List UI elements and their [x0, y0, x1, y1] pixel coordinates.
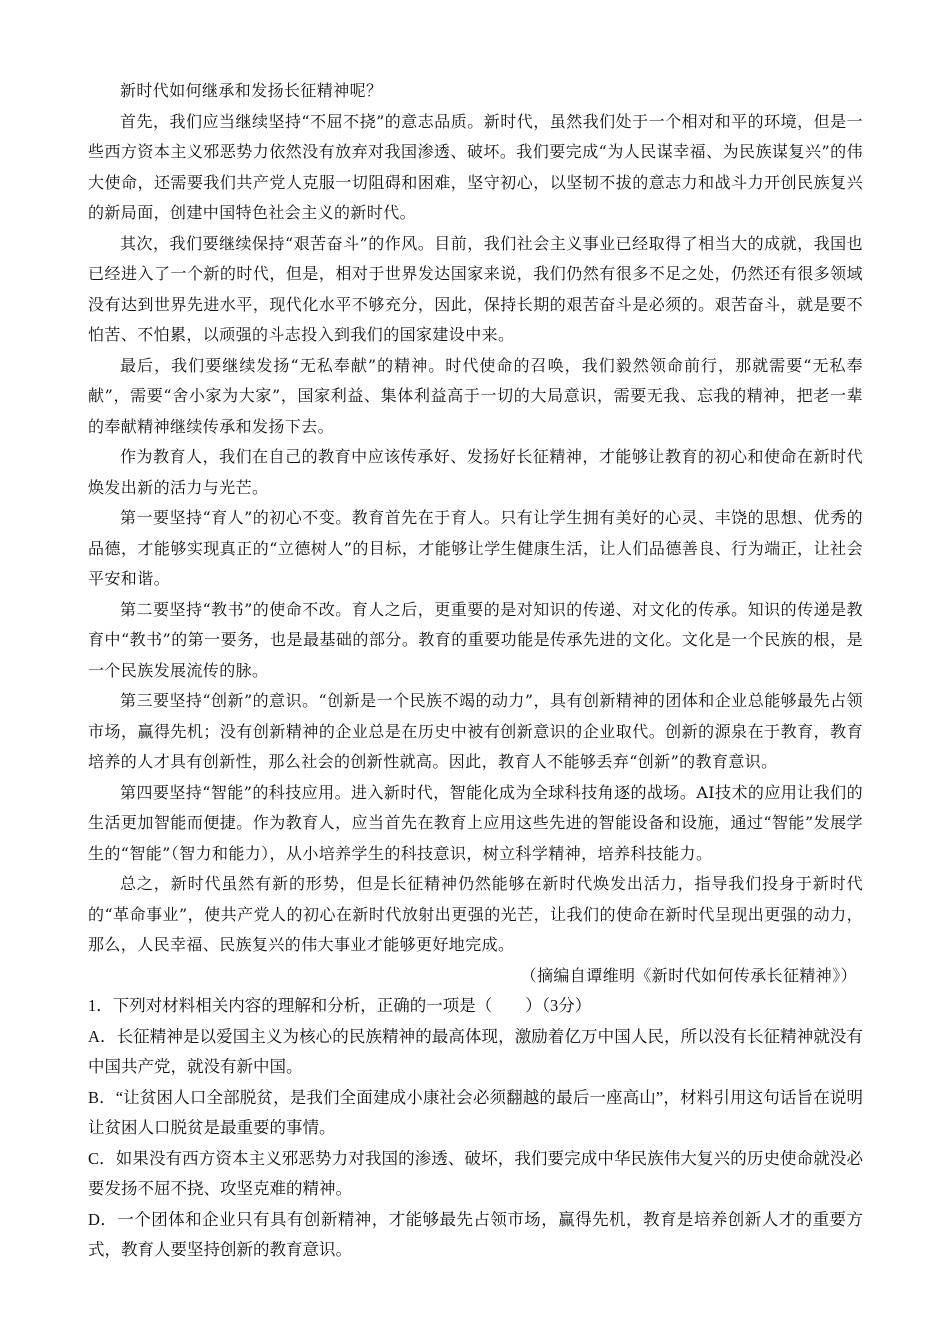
- passage-paragraph: 总之，新时代虽然有新的形势，但是长征精神仍然能够在新时代焕发出活力，指导我们投身于新时代的“革命事业”，使共产党人的初心在新时代放射出更强的光芒，让我们的使命在新时代呈现出更强的动力，那么，人民幸福、民族复兴的伟大事业才能够更好地完成。: [88, 874, 863, 954]
- document-page: [88, 76, 863, 1266]
- reading-passage: [88, 76, 863, 991]
- question-stem: 1．下列对材料相关内容的理解和分析，正确的一项是（ ）（3分）: [88, 996, 592, 1015]
- passage-paragraph: 新时代如何继承和发扬长征精神呢？: [120, 81, 383, 100]
- option-b: B．“让贫困人口全部脱贫，是我们全面建成小康社会必须翻越的最后一座高山”，材料引用这句话旨在说明让贫困人口脱贫是最重要的事情。: [88, 1087, 863, 1137]
- option-d: D．一个团体和企业只有具有创新精神，才能够最先占领市场，赢得先机，教育是培养创新人才的重要方式，教育人要坚持创新的教育意识。: [88, 1209, 863, 1259]
- option-a: A．长征精神是以爱国主义为核心的民族精神的最高体现，激励着亿万中国人民，所以没有长征精神就没有中国共产党，就没有新中国。: [88, 1026, 863, 1076]
- passage-paragraph: 第二要坚持“教书”的使命不改。育人之后，更重要的是对知识的传递、对文化的传承。知识的传递是教育中“教书”的第一要务，也是最基础的部分。教育的重要功能是传承先进的文化。文化是一个民族的根，是一个民族发展流传的脉。: [88, 599, 863, 680]
- question-block: [88, 991, 863, 1266]
- passage-paragraph: 最后，我们要继续发扬“无私奉献”的精神。时代使命的召唤，我们毅然领命前行，那就需要“无私奉献”，需要“舍小家为大家”，国家利益、集体利益高于一切的大局意识，需要无我、忘我的精神，把老一辈的奉献精神继续传承和发扬下去。: [88, 355, 863, 436]
- passage-paragraph: 第三要坚持“创新”的意识。“创新是一个民族不竭的动力”，具有创新精神的团体和企业总能够最先占领市场，赢得先机；没有创新精神的企业总是在历史中被有创新意识的企业取代。创新的源泉在于教育，教育培养的人才具有创新性，那么社会的创新性就高。因此，教育人不能够丢弃“创新”的教育意识。: [88, 691, 863, 771]
- passage-paragraph: 作为教育人，我们在自己的教育中应该传承好、发扬好长征精神，才能够让教育的初心和使命在新时代焕发出新的活力与光芒。: [88, 447, 863, 497]
- passage-paragraph: 第一要坚持“育人”的初心不变。教育首先在于育人。只有让学生拥有美好的心灵、丰饶的思想、优秀的品德，才能够实现真正的“立德树人”的目标，才能够让学生健康生活，让人们品德善良、行为端正，让社会平安和谐。: [88, 508, 863, 588]
- source-citation: （摘编自谭维明《新时代如何传承长征精神》）: [520, 965, 857, 985]
- passage-paragraph: 第四要坚持“智能”的科技应用。进入新时代，智能化成为全球科技角逐的战场。AI技术的应用让我们的生活更加智能而便捷。作为教育人，应当首先在教育上应用这些先进的智能设备和设施，通过“智能”发展学生的“智能”（智力和能力），从小培养学生的科技意识，树立科学精神，培养科技能力。: [88, 782, 863, 863]
- option-c: C．如果没有西方资本主义邪恶势力对我国的渗透、破坏，我们要完成中华民族伟大复兴的历史使命就没必要发扬不屈不挠、攻坚克难的精神。: [88, 1148, 863, 1198]
- passage-paragraph: 其次，我们要继续保持“艰苦奋斗”的作风。目前，我们社会主义事业已经取得了相当大的成就，我国也已经进入了一个新的时代，但是，相对于世界发达国家来说，我们仍然有很多不足之处，仍然还有很多领域没有达到世界先进水平，现代化水平不够充分，因此，保持长期的艰苦奋斗是必须的。艰苦奋斗，就是要不怕苦、不怕累，以顽强的斗志投入到我们的国家建设中来。: [88, 233, 863, 344]
- passage-paragraph: 首先，我们应当继续坚持“不屈不挠”的意志品质。新时代，虽然我们处于一个相对和平的环境，但是一些西方资本主义邪恶势力依然没有放弃对我国渗透、破坏。我们要完成“为人民谋幸福、为民族谋复兴”的伟大使命，还需要我们共产党人克服一切阻碍和困难，坚守初心，以坚韧不拔的意志力和战斗力开创民族复兴的新局面，创建中国特色社会主义的新时代。: [88, 111, 863, 222]
